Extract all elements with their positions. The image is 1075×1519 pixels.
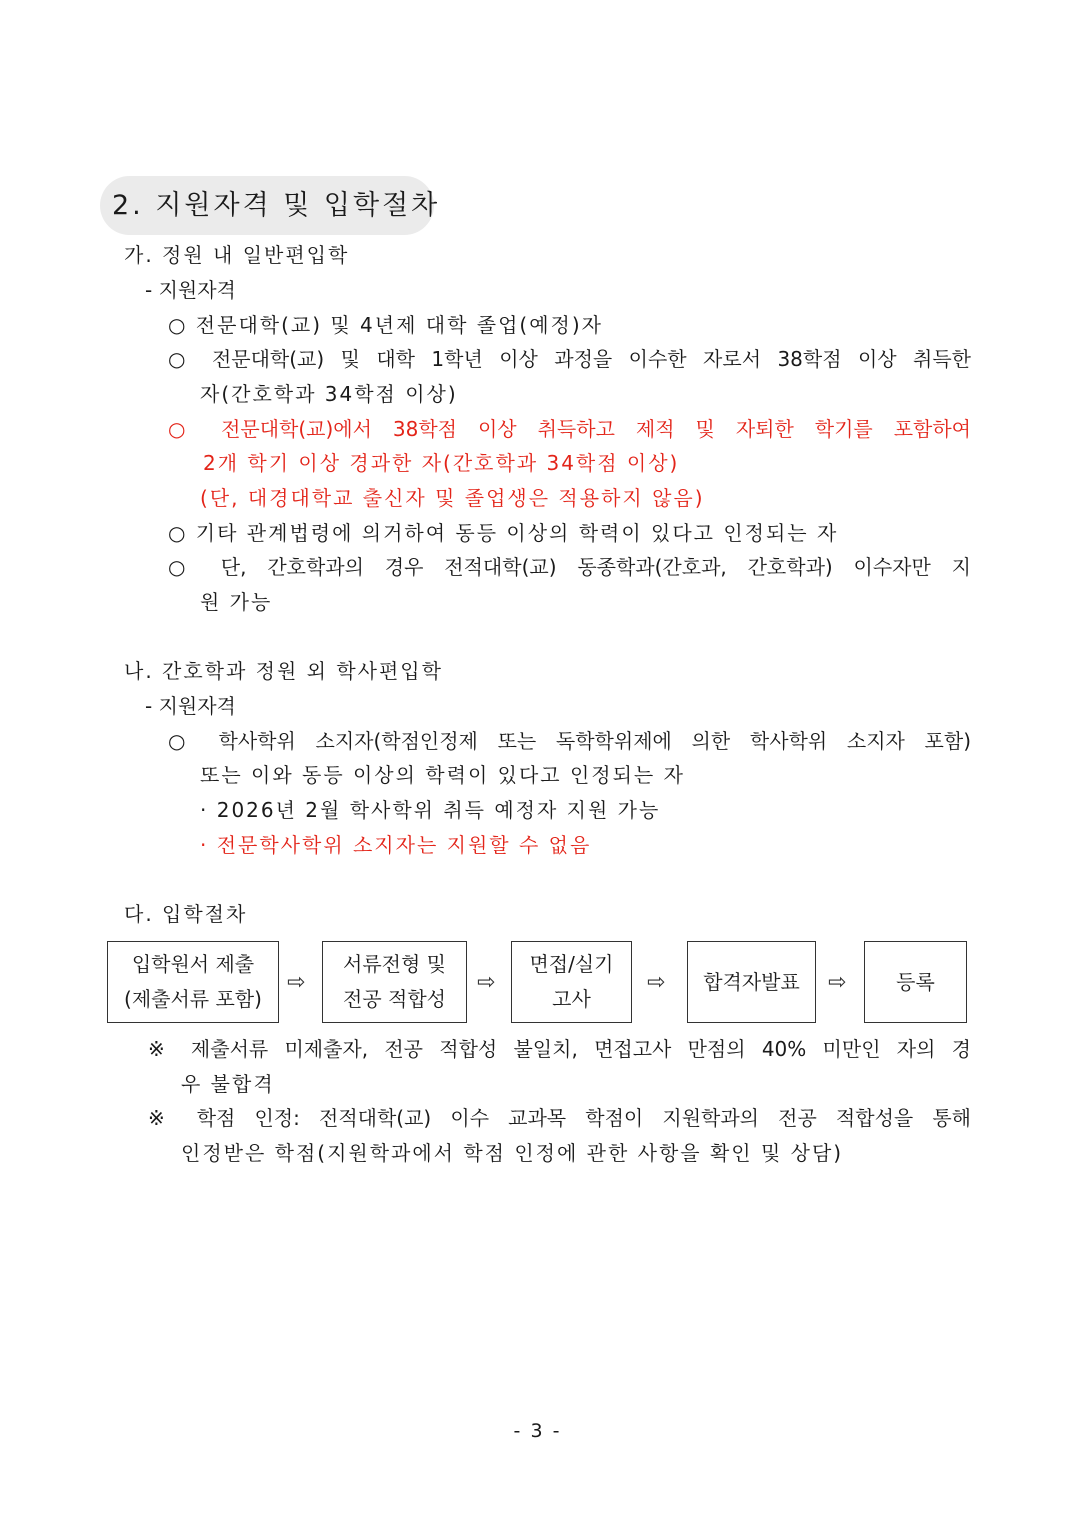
step-line: 전공 적합성 xyxy=(343,987,446,1011)
step-line: 서류전형 및 xyxy=(343,952,446,976)
step-line: 고사 xyxy=(552,987,591,1011)
part-a-item-cont: 자(간호학과 34학점 이상) xyxy=(200,382,458,406)
step-application xyxy=(107,941,279,1023)
arrow-right-icon: ⇨ xyxy=(828,970,847,995)
part-a-sub: - 지원자격 xyxy=(145,278,236,302)
part-a-item-red-note: (단, 대경대학교 출신자 및 졸업생은 적용하지 않음) xyxy=(200,486,705,510)
step-line: 입학원서 제출 xyxy=(131,952,255,976)
step-document-review xyxy=(322,941,467,1023)
step-line: (제출서류 포함) xyxy=(124,987,262,1011)
page-number: - 3 - xyxy=(513,1420,562,1442)
step-interview xyxy=(511,941,632,1023)
part-a-item: ○ 단, 간호학과의 경우 전적대학(교) 동종학과(간호과, 간호학과) 이수자만 지 xyxy=(168,555,971,579)
arrow-right-icon: ⇨ xyxy=(477,970,496,995)
part-a-item-red: ○ 전문대학(교)에서 38학점 이상 취득하고 제적 및 자퇴한 학기를 포함하여 xyxy=(168,417,971,441)
note-cont: 우 불합격 xyxy=(181,1072,275,1096)
part-a-item: ○ 전문대학(교) 및 대학 1학년 이상 과정을 이수한 자로서 38학점 이상 취득한 xyxy=(168,347,971,371)
part-a-item-red-cont: 2개 학기 이상 경과한 자(간호학과 34학점 이상) xyxy=(203,451,680,475)
part-b-item-cont: 또는 이와 동등 이상의 학력이 있다고 인정되는 자 xyxy=(200,763,685,787)
step-announcement xyxy=(687,941,816,1023)
part-c-heading: 다. 입학절차 xyxy=(124,902,248,926)
note-cont: 인정받은 학점(지원학과에서 학점 인정에 관한 사항을 확인 및 상담) xyxy=(181,1141,844,1165)
step-line: 면접/실기 xyxy=(529,952,614,976)
note: ※ 학점 인정: 전적대학(교) 이수 교과목 학점이 지원학과의 전공 적합성을 통해 xyxy=(148,1106,971,1130)
part-a-heading: 가. 정원 내 일반편입학 xyxy=(124,243,350,267)
part-a-item: ○ 전문대학(교) 및 4년제 대학 졸업(예정)자 xyxy=(168,313,603,337)
part-a-item: ○ 기타 관계법령에 의거하여 동등 이상의 학력이 있다고 인정되는 자 xyxy=(168,521,839,545)
arrow-right-icon: ⇨ xyxy=(647,970,666,995)
part-b-sub: - 지원자격 xyxy=(145,694,236,718)
arrow-right-icon: ⇨ xyxy=(287,970,306,995)
part-a-item-cont: 원 가능 xyxy=(200,590,273,614)
part-b-bullet-red: · 전문학사학위 소지자는 지원할 수 없음 xyxy=(200,833,592,857)
note: ※ 제출서류 미제출자, 전공 적합성 불일치, 면접고사 만점의 40% 미만인 자의 경 xyxy=(148,1037,971,1061)
section-title: 2. 지원자격 및 입학절차 xyxy=(100,176,434,235)
step-line: 합격자발표 xyxy=(703,969,800,994)
part-b-bullet: · 2026년 2월 학사학위 취득 예정자 지원 가능 xyxy=(200,798,661,822)
step-registration xyxy=(864,941,967,1023)
part-b-heading: 나. 간호학과 정원 외 학사편입학 xyxy=(124,659,443,683)
step-line: 등록 xyxy=(896,969,935,994)
part-b-item: ○ 학사학위 소지자(학점인정제 또는 독학학위제에 의한 학사학위 소지자 포함) xyxy=(168,729,971,753)
